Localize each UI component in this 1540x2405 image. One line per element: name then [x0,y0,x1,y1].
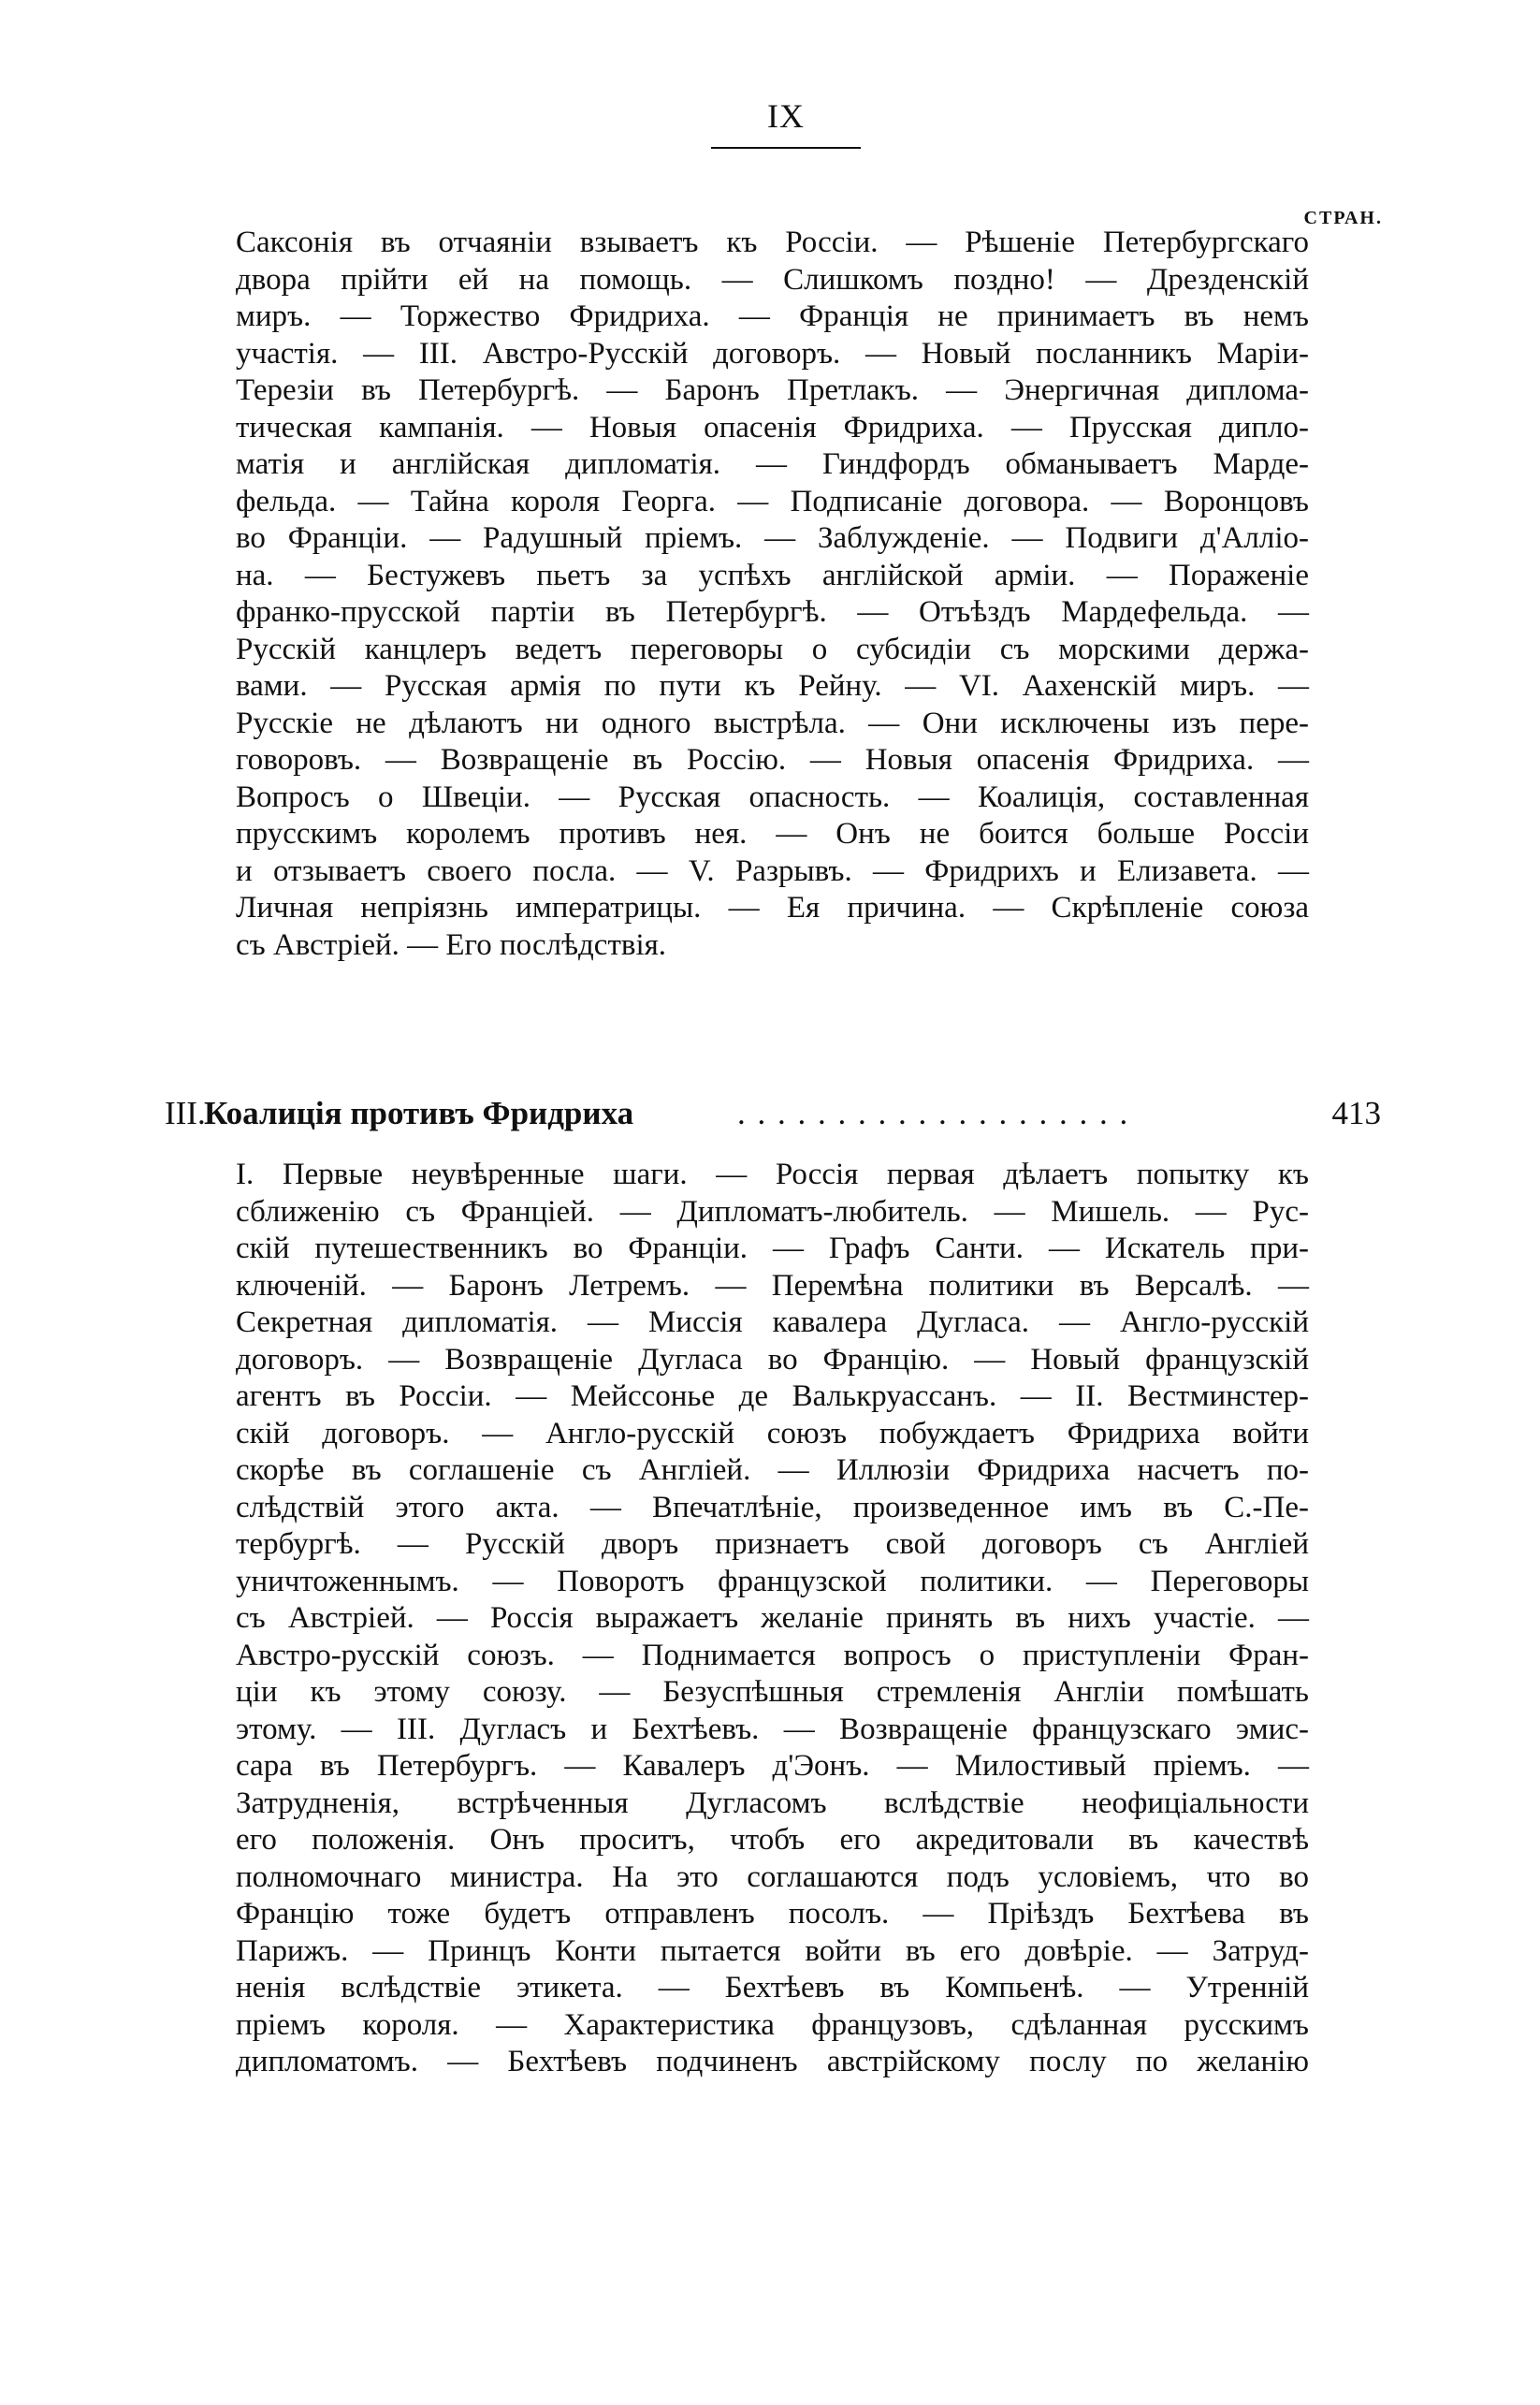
text-line: и отзываетъ своего посла. — V. Разрывъ. — Фридрихъ и Елизавета. — [236,853,1309,888]
contents-paragraph-part-iii [236,1157,1309,2081]
text-line: Русскіе не дѣлаютъ ни одного выстрѣла. — Они исключены изъ пере- [236,706,1309,740]
text-line: Австро-русскій союзъ. — Поднимается вопросъ о приступленіи Фран- [236,1638,1309,1672]
text-line: I. Первые неувѣренные шаги. — Россія первая дѣлаетъ попытку къ [236,1158,1309,1191]
header-rule [711,147,861,149]
text-line: миръ. — Торжество Фридриха. — Франція не принимаетъ въ немъ [236,299,1309,333]
text-line: вами. — Русская армія по пути къ Рейну. — VI. Аахенскій миръ. — [236,669,1309,703]
text-line: матія и англійская дипломатія. — Гиндфордъ обманываетъ Марде- [236,447,1309,481]
text-line: съ Австріей. — Его послѣдствія. [236,927,667,962]
text-line: ненія вслѣдствіе этикета. — Бехтѣевъ въ Компьенѣ. — Утренній [236,1971,1309,2004]
section-page-number: 413 [1331,1095,1381,1131]
text-line: тербургѣ. — Русскій дворъ признаетъ свой договоръ съ Англіей [236,1527,1309,1561]
text-line: говоровъ. — Возвращеніе въ Россію. — Новыя опасенія Фридриха. — [236,743,1309,777]
text-line: слѣдствій этого акта. — Впечатлѣніе, произведенное имъ въ С.-Пе- [236,1490,1309,1524]
dot-leader: . . . . . . . . . . . . . . . . . . . . [737,1095,1130,1131]
text-line: Терезіи въ Петербургѣ. — Баронъ Претлакъ. — Энергичная диплома- [236,373,1309,407]
text-line: сара въ Петербургъ. — Кавалеръ д'Эонъ. — Милостивый пріемъ. — [236,1749,1309,1783]
text-line: фельда. — Тайна короля Георга. — Подписаніе договора. — Воронцовъ [236,484,1309,518]
text-line: полномочнаго министра. На это соглашаются подъ условіемъ, что во [236,1859,1309,1894]
text-line: на. — Бестужевъ пьетъ за успѣхъ англійской арміи. — Пораженіе [236,558,1309,592]
text-line: дипломатомъ. — Бехтѣевъ подчиненъ австрійскому послу по желанію [236,2045,1309,2078]
contents-paragraph-part-ii [236,225,1309,964]
section-heading-iii [165,1093,1381,1134]
text-line: Францію тоже будетъ отправленъ посолъ. — Пріѣздъ Бехтѣева въ [236,1897,1309,1931]
text-line: во Франціи. — Радушный пріемъ. — Заблужденіе. — Подвиги д'Алліо- [236,521,1309,555]
text-line: Личная непріязнь императрицы. — Ея причина. — Скрѣпленіе союза [236,891,1309,925]
text-line: его положенія. Онъ проситъ, чтобъ его акредитовали въ качествѣ [236,1823,1309,1857]
text-line: сближенію съ Франціей. — Дипломатъ-любитель. — Мишель. — Рус- [236,1194,1309,1229]
text-line: участія. — III. Австро-Русскій договоръ. — Новый посланникъ Маріи- [236,336,1309,371]
text-line: Саксонія въ отчаяніи взываетъ къ Россіи. — Рѣшеніе Петербургскаго [236,226,1309,259]
section-title: Коалиція противъ Фридриха [204,1095,634,1131]
text-line: двора прійти ей на помощь. — Слишкомъ поздно! — Дрезденскій [236,262,1309,297]
text-line: франко-прусской партіи въ Петербургѣ. — Отъѣздъ Мардефельда. — [236,595,1309,629]
text-line: Вопросъ о Швеціи. — Русская опасность. — Коалиція, составленная [236,780,1309,814]
text-line: прусскимъ королемъ противъ нея. — Онъ не боится больше Россіи [236,817,1309,851]
section-number: III. [165,1095,206,1131]
text-line: тическая кампанія. — Новыя опасенія Фридриха. — Прусская дипло- [236,410,1309,445]
page-column-label: СТРАН. [1303,208,1383,228]
text-line: скорѣе въ соглашеніе съ Англіей. — Иллюзіи Фридриха насчетъ по- [236,1453,1309,1487]
page-number: IX [767,97,805,135]
text-line: договоръ. — Возвращеніе Дугласа во Францію. — Новый французскій [236,1342,1309,1377]
text-line: ключеній. — Баронъ Летремъ. — Перемѣна политики въ Версалѣ. — [236,1268,1309,1303]
text-line: этому. — III. Дугласъ и Бехтѣевъ. — Возвращеніе французскаго эмис- [236,1712,1309,1746]
text-line: скій договоръ. — Англо-русскій союзъ побуждаетъ Фридриха войти [236,1416,1309,1450]
text-line: уничтоженнымъ. — Поворотъ французской политики. — Переговоры [236,1564,1309,1598]
text-line: ціи къ этому союзу. — Безуспѣшныя стремленія Англіи помѣшать [236,1675,1309,1709]
text-line: Парижъ. — Принцъ Конти пытается войти въ его довѣріе. — Затруд- [236,1933,1309,1968]
text-line: Русскій канцлеръ ведетъ переговоры о субсидіи съ морскими держа- [236,632,1309,666]
text-line: пріемъ короля. — Характеристика французовъ, сдѣланная русскимъ [236,2007,1309,2042]
text-line: Затрудненія, встрѣченныя Дугласомъ вслѣдствіе неофиціальности [236,1786,1309,1820]
text-line: агентъ въ Россіи. — Мейссонье де Валькруассанъ. — II. Вестминстер- [236,1379,1309,1413]
text-line: скій путешественникъ во Франціи. — Графъ Санти. — Искатель при- [236,1232,1309,1265]
text-line: съ Австріей. — Россія выражаетъ желаніе принять въ нихъ участіе. — [236,1601,1309,1635]
text-line: Секретная дипломатія. — Миссія кавалера Дугласа. — Англо-русскій [236,1305,1309,1339]
